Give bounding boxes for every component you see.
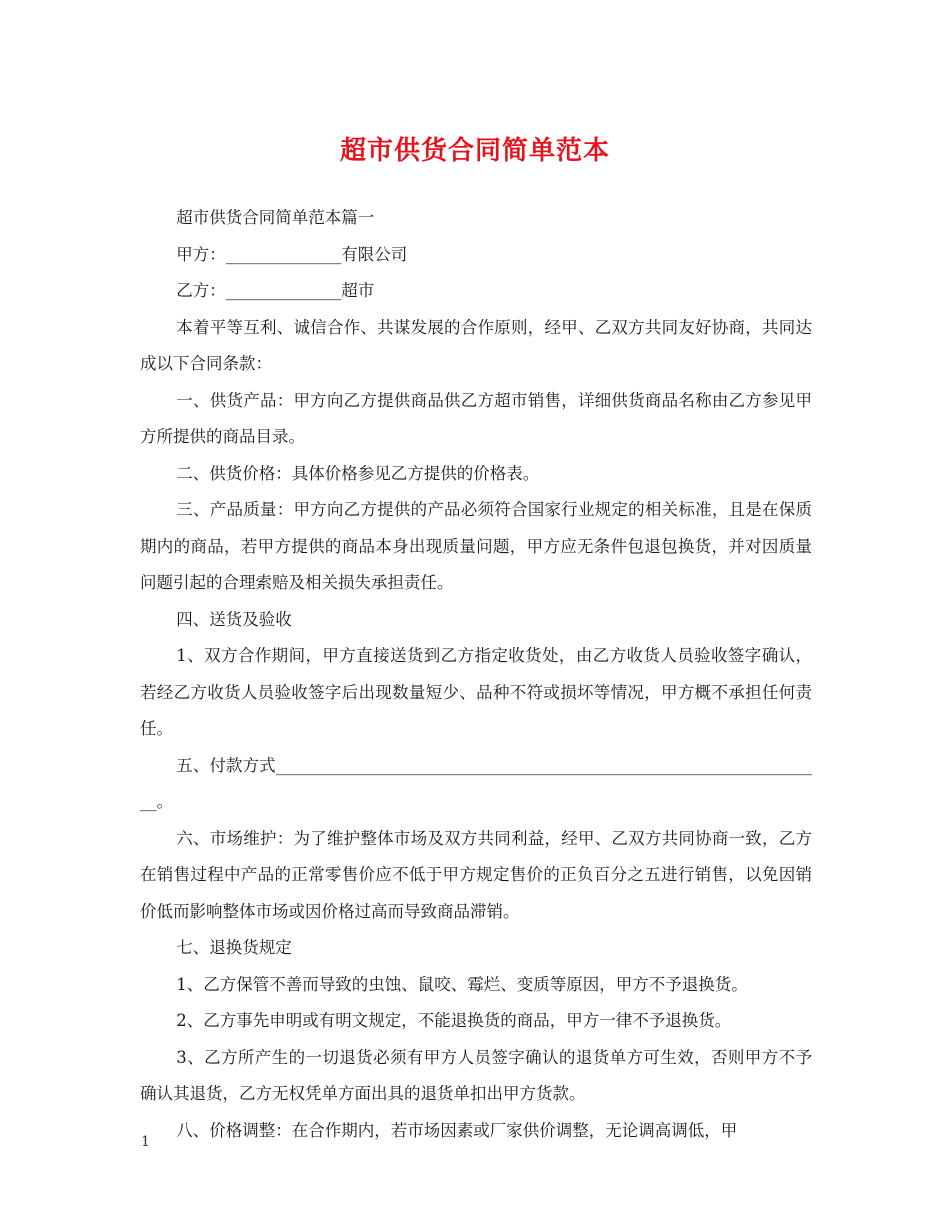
paragraph: 本着平等互利、诚信合作、共谋发展的合作原则，经甲、乙双方共同友好协商，共同达成以下合同条款：	[140, 317, 812, 373]
paragraph: 八、价格调整：在合作期内，若市场因素或厂家供价调整，无论调高调低，甲	[176, 1120, 738, 1140]
paragraph: 3、乙方所产生的一切退货必须有甲方人员签字确认的退货单方可生效，否则甲方不予确认其退货，乙方无权凭单方面出具的退货单扣出甲方货款。	[140, 1047, 812, 1103]
paragraph: 五、付款方式___________________________________________________________________。	[140, 755, 812, 811]
paragraph: 一、供货产品：甲方向乙方提供商品供乙方超市销售，详细供货商品名称由乙方参见甲方所提供的商品目录。	[140, 390, 812, 446]
paragraph: 七、退换货规定	[176, 938, 292, 957]
paragraph: 2、乙方事先申明或有明文规定，不能退换货的商品，甲方一律不予退换货。	[176, 1011, 732, 1030]
document-title: 超市供货合同简单范本	[339, 136, 610, 166]
document-body	[140, 200, 812, 1149]
paragraph: 超市供货合同简单范本篇一	[176, 208, 375, 227]
paragraph: 1、乙方保管不善而导致的虫蚀、鼠咬、霉烂、变质等原因，甲方不予退换货。	[176, 974, 748, 994]
page-number: 1	[141, 1134, 150, 1150]
paragraph: 1、双方合作期间，甲方直接送货到乙方指定收货处，由乙方收货人员验收签字确认，若经乙方收货人员验收签字后出现数量短少、品种不符或损坏等情况，甲方概不承担任何责任。	[140, 646, 812, 738]
paragraph: 三、产品质量：甲方向乙方提供的产品必须符合国家行业规定的相关标准，且是在保质期内的商品，若甲方提供的商品本身出现质量问题，甲方应无条件包退包换货，并对因质量问题引起的合理索赔及相关损失承担责任。	[140, 500, 812, 592]
paragraph: 四、送货及验收	[176, 609, 292, 629]
paragraph: 乙方：______________超市	[176, 281, 375, 300]
paragraph: 甲方：______________有限公司	[176, 244, 408, 264]
paragraph: 二、供货价格：具体价格参见乙方提供的价格表。	[176, 463, 540, 483]
paragraph: 六、市场维护：为了维护整体市场及双方共同利益，经甲、乙双方共同协商一致，乙方在销售过程中产品的正常零售价应不低于甲方规定售价的正负百分之五进行销售，以免因销价低而影响整体市场或因价格过高而导致商品滞销。	[140, 828, 812, 921]
